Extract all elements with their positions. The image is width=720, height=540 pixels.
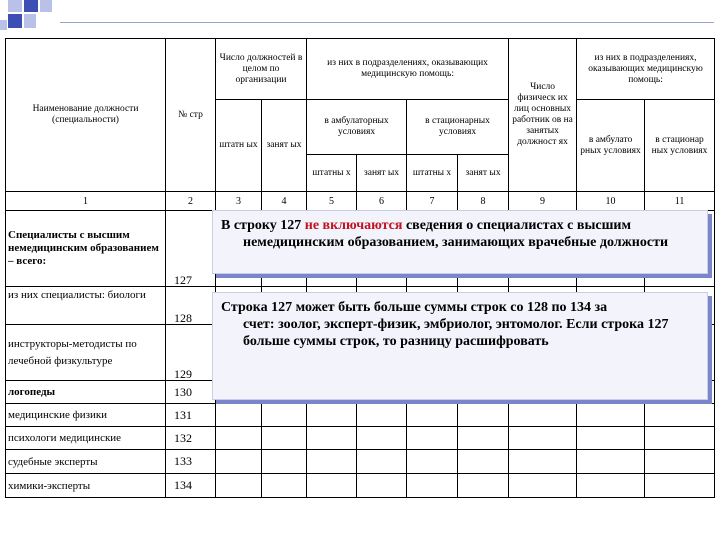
row-number: 134 — [166, 474, 216, 498]
table-row — [6, 404, 715, 427]
row-name: психологи медицинские — [6, 427, 166, 450]
data-cell[interactable] — [216, 474, 262, 498]
data-cell[interactable] — [262, 427, 307, 450]
table-row — [6, 474, 715, 498]
deco-square — [24, 0, 38, 12]
data-cell[interactable] — [307, 474, 357, 498]
header-stationary: в стационарных условиях — [407, 100, 509, 155]
table-row — [6, 450, 715, 474]
column-number: 1 — [6, 192, 166, 211]
column-number-row — [6, 192, 715, 211]
header-name: Наименование должности (специальности) — [6, 39, 166, 192]
callout1-text-before: В строку 127 — [221, 218, 305, 233]
header-persons: Число физическ их лиц основных работник ов на занятых должност ях — [509, 39, 577, 192]
data-cell[interactable] — [357, 474, 407, 498]
data-cell[interactable] — [357, 427, 407, 450]
callout-row-127-exclusion — [212, 210, 708, 274]
data-cell[interactable] — [645, 474, 715, 498]
data-cell[interactable] — [407, 404, 458, 427]
column-number: 6 — [357, 192, 407, 211]
data-cell[interactable] — [509, 404, 577, 427]
column-number: 10 — [577, 192, 645, 211]
data-cell[interactable] — [262, 404, 307, 427]
data-cell[interactable] — [262, 450, 307, 474]
deco-square — [0, 20, 7, 30]
row-number: 132 — [166, 427, 216, 450]
data-cell[interactable] — [458, 450, 509, 474]
row-name: инструкторы-методисты по лечебной физкультуре — [6, 325, 166, 381]
deco-square — [40, 0, 52, 12]
data-cell[interactable] — [407, 474, 458, 498]
deco-square — [8, 0, 22, 12]
header-total-positions: Число должностей в целом по организации — [216, 39, 307, 100]
header-total-staff: штатн ых — [216, 100, 262, 192]
data-cell[interactable] — [357, 450, 407, 474]
row-number: 127 — [166, 211, 216, 287]
data-cell[interactable] — [407, 427, 458, 450]
data-cell[interactable] — [307, 404, 357, 427]
data-cell[interactable] — [458, 427, 509, 450]
row-name: Специалисты с высшим немедицинским образованием – всего: — [6, 211, 166, 287]
row-name: судебные эксперты — [6, 450, 166, 474]
callout-row-127-sum — [212, 292, 708, 400]
data-cell[interactable] — [216, 404, 262, 427]
header-stat-occupied: занят ых — [458, 155, 509, 192]
row-number: 133 — [166, 450, 216, 474]
callout1-highlight: не включаются — [304, 218, 403, 233]
header-persons-stationary: в стационар ных условиях — [645, 100, 715, 192]
data-cell[interactable] — [458, 404, 509, 427]
header-row-number: № стр — [166, 39, 216, 192]
data-cell[interactable] — [509, 427, 577, 450]
data-cell[interactable] — [645, 427, 715, 450]
column-number: 4 — [262, 192, 307, 211]
row-name: медицинские физики — [6, 404, 166, 427]
header-amb-staff: штатны х — [307, 155, 357, 192]
data-cell[interactable] — [509, 474, 577, 498]
header-total-occupied: занят ых — [262, 100, 307, 192]
row-name: химики-эксперты — [6, 474, 166, 498]
row-number: 130 — [166, 381, 216, 404]
data-cell[interactable] — [307, 450, 357, 474]
header-persons-units: из них в подразделениях, оказывающих медицинскую помощь: — [577, 39, 715, 100]
column-number: 5 — [307, 192, 357, 211]
header-stat-staff: штатны х — [407, 155, 458, 192]
row-name: из них специалисты: биологи — [6, 287, 166, 325]
data-cell[interactable] — [357, 404, 407, 427]
deco-square — [8, 14, 22, 28]
corner-decoration — [0, 0, 60, 38]
data-cell[interactable] — [216, 427, 262, 450]
data-cell[interactable] — [577, 427, 645, 450]
data-cell[interactable] — [407, 450, 458, 474]
data-cell[interactable] — [577, 404, 645, 427]
row-number: 129 — [166, 325, 216, 381]
row-number: 128 — [166, 287, 216, 325]
data-cell[interactable] — [645, 450, 715, 474]
header-amb-occupied: занят ых — [357, 155, 407, 192]
header-ambulatory: в амбулаторных условиях — [307, 100, 407, 155]
column-number: 9 — [509, 192, 577, 211]
callout2-first-line: Строка 127 может быть больше суммы строк со 128 по 134 за — [221, 300, 608, 315]
data-cell[interactable] — [458, 474, 509, 498]
data-cell[interactable] — [509, 450, 577, 474]
row-name: логопеды — [6, 381, 166, 404]
data-cell[interactable] — [645, 404, 715, 427]
column-number: 2 — [166, 192, 216, 211]
row-number: 131 — [166, 404, 216, 427]
column-number: 11 — [645, 192, 715, 211]
column-number: 3 — [216, 192, 262, 211]
data-cell[interactable] — [577, 450, 645, 474]
header-units: из них в подразделениях, оказывающих медицинскую помощь: — [307, 39, 509, 100]
data-cell[interactable] — [307, 427, 357, 450]
data-cell[interactable] — [262, 474, 307, 498]
data-cell[interactable] — [577, 474, 645, 498]
table-row — [6, 427, 715, 450]
data-cell[interactable] — [216, 450, 262, 474]
column-number: 8 — [458, 192, 509, 211]
callout1-continuation: немедицинским образованием, занимающих врачебные должности — [243, 235, 669, 250]
callout1-text-after: сведения о специалистах с высшим — [402, 218, 632, 233]
header-persons-ambulatory: в амбулато рных условиях — [577, 100, 645, 192]
header-rule — [60, 22, 714, 23]
deco-square — [24, 14, 36, 28]
callout2-continuation: счет: зоолог, эксперт-физик, эмбриолог, энтомолог. Если строка 127 больше суммы строк, то разницу расшифровать — [243, 317, 669, 349]
column-number: 7 — [407, 192, 458, 211]
